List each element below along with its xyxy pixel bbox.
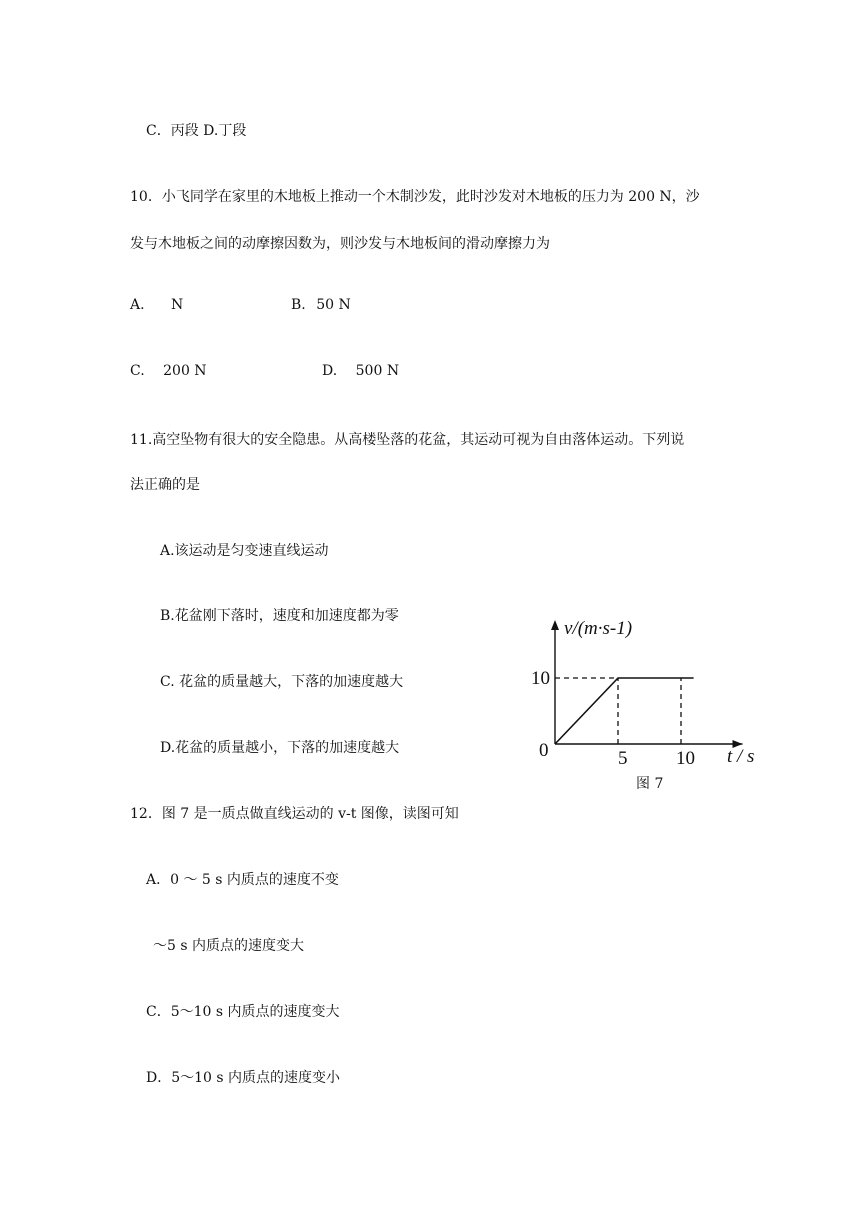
q12-option-c: C．5～10 s 内质点的速度变大 [146,1004,340,1020]
y-axis-arrow [551,620,559,630]
q10-stem-line1: 10．小飞同学在家里的木地板上推动一个木制沙发，此时沙发对木地板的压力为 200 N，沙 [130,189,700,205]
q11-stem-line1: 11.高空坠物有很大的安全隐患。从高楼坠落的花盆，其运动可视为自由落体运动。下列说 [130,432,685,448]
option-text: N [171,297,184,313]
q11-option-d: D.花盆的质量越小，下落的加速度越大 [160,740,400,756]
q12-option-d: D．5～10 s 内质点的速度变小 [146,1070,341,1086]
q10-option-b [291,297,351,313]
x-axis-label: t / s [727,746,755,767]
option-text: 500 N [355,363,400,379]
q12-option-a: A．0 ～ 5 s 内质点的速度不变 [146,872,339,888]
q12-stem: 12．图 7 是一质点做直线运动的 v-t 图像，读图可知 [130,806,459,822]
q10-option-c [130,363,207,379]
q9-options: C．丙段 D.丁段 [146,123,247,139]
q11-option-b: B.花盆刚下落时，速度和加速度都为零 [160,608,399,624]
x-tick-label: 10 [676,748,695,769]
option-text: 50 N [316,297,351,313]
y-axis-label [564,618,632,640]
option-label: C. [130,363,145,379]
q10-stem-line2: 发与木地板之间的动摩擦因数为，则沙发与木地板间的滑动摩擦力为 [130,236,550,252]
option-label: D. [322,363,338,379]
vt-chart [531,612,765,797]
y-axis-label-text: v/(m·s-1) [564,618,633,639]
option-text: 200 N [163,363,207,379]
y-tick-label: 10 [531,668,550,689]
option-label: A. [130,297,145,313]
figure-caption: 图 7 [636,776,664,792]
x-tick-label: 5 [618,748,628,769]
q11-option-a: A.该运动是匀变速直线运动 [160,543,329,559]
q10-option-a [130,297,183,313]
origin-label: 0 [539,740,549,761]
q12-option-b: ～5 s 内质点的速度变大 [153,938,304,954]
option-label: B. [291,297,306,313]
series-line [555,678,694,744]
q11-stem-line2: 法正确的是 [130,477,200,493]
q11-option-c: C. 花盆的质量越大，下落的加速度越大 [160,674,404,690]
q10-option-d [322,363,399,379]
